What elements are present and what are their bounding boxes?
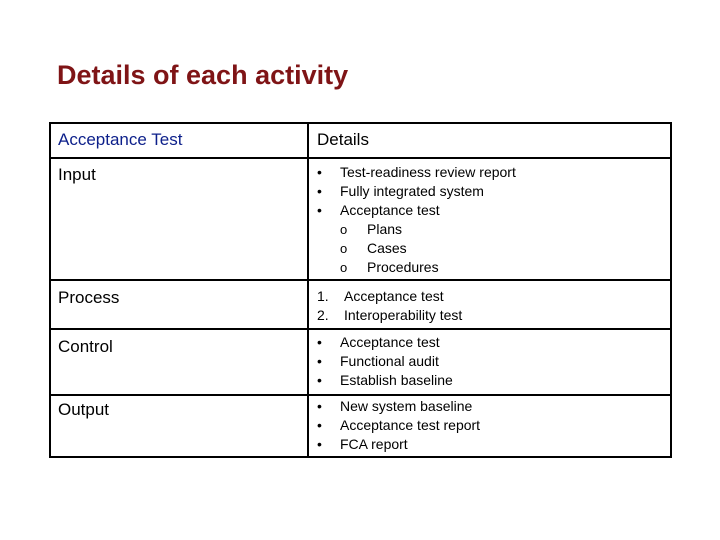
list-item-text: Test-readiness review report xyxy=(340,164,516,180)
bullet-marker: • xyxy=(317,183,322,199)
bullet-marker: • xyxy=(317,202,322,218)
input-list xyxy=(317,163,670,220)
list-item-text: Functional audit xyxy=(340,353,439,369)
list-item-text: Interoperability test xyxy=(344,307,463,323)
sub-list-item xyxy=(340,220,670,239)
list-item-text: Acceptance test xyxy=(340,202,440,218)
list-item-text: New system baseline xyxy=(340,398,473,414)
sub-list-item xyxy=(340,258,670,277)
list-item xyxy=(317,397,670,416)
bullet-marker: • xyxy=(317,334,322,350)
number-marker: 1. xyxy=(317,288,329,304)
acceptance-test-sublist xyxy=(340,220,670,277)
list-item xyxy=(317,352,670,371)
bullet-marker: • xyxy=(317,436,322,452)
bullet-marker: • xyxy=(317,353,322,369)
table-row-control xyxy=(51,330,670,396)
sub-list-item-text: Plans xyxy=(367,221,403,237)
bullet-marker: • xyxy=(317,417,322,433)
bullet-marker: • xyxy=(317,164,322,180)
list-item xyxy=(317,182,670,201)
list-item xyxy=(317,306,670,325)
header-details: Details xyxy=(317,130,369,149)
list-item xyxy=(317,371,670,390)
row-label-process: Process xyxy=(51,281,309,328)
sub-bullet-marker: o xyxy=(340,241,348,256)
sub-list-item xyxy=(340,239,670,258)
row-label-output: Output xyxy=(51,396,309,456)
list-item xyxy=(317,163,670,182)
row-label-control: Control xyxy=(51,330,309,394)
bullet-marker: • xyxy=(317,398,322,414)
header-acceptance-test: Acceptance Test xyxy=(51,124,309,157)
list-item xyxy=(317,333,670,352)
number-marker: 2. xyxy=(317,307,329,323)
sub-bullet-marker: o xyxy=(340,260,348,275)
details-table xyxy=(49,122,672,458)
sub-list-item-text: Cases xyxy=(367,240,407,256)
list-item-text: Fully integrated system xyxy=(340,183,484,199)
list-item-text: Establish baseline xyxy=(340,372,453,388)
table-row-input xyxy=(51,159,670,281)
sub-list-item-text: Procedures xyxy=(367,259,439,275)
list-item xyxy=(317,201,670,220)
table-row-output xyxy=(51,396,670,456)
output-list xyxy=(317,397,670,454)
list-item-text: Acceptance test report xyxy=(340,417,481,433)
row-details-output xyxy=(309,396,670,456)
row-details-input xyxy=(309,159,670,279)
list-item-text: FCA report xyxy=(340,436,408,452)
sub-bullet-marker: o xyxy=(340,222,348,237)
list-item xyxy=(317,435,670,454)
process-list xyxy=(317,287,670,325)
list-item xyxy=(317,287,670,306)
list-item-text: Acceptance test xyxy=(340,334,440,350)
row-label-input: Input xyxy=(51,159,309,279)
bullet-marker: • xyxy=(317,372,322,388)
table-header-row xyxy=(51,124,670,159)
row-details-control xyxy=(309,330,670,394)
table-row-process xyxy=(51,281,670,330)
control-list xyxy=(317,333,670,390)
list-item xyxy=(317,416,670,435)
slide-title: Details of each activity xyxy=(57,60,349,90)
row-details-process xyxy=(309,281,670,328)
list-item-text: Acceptance test xyxy=(344,288,444,304)
